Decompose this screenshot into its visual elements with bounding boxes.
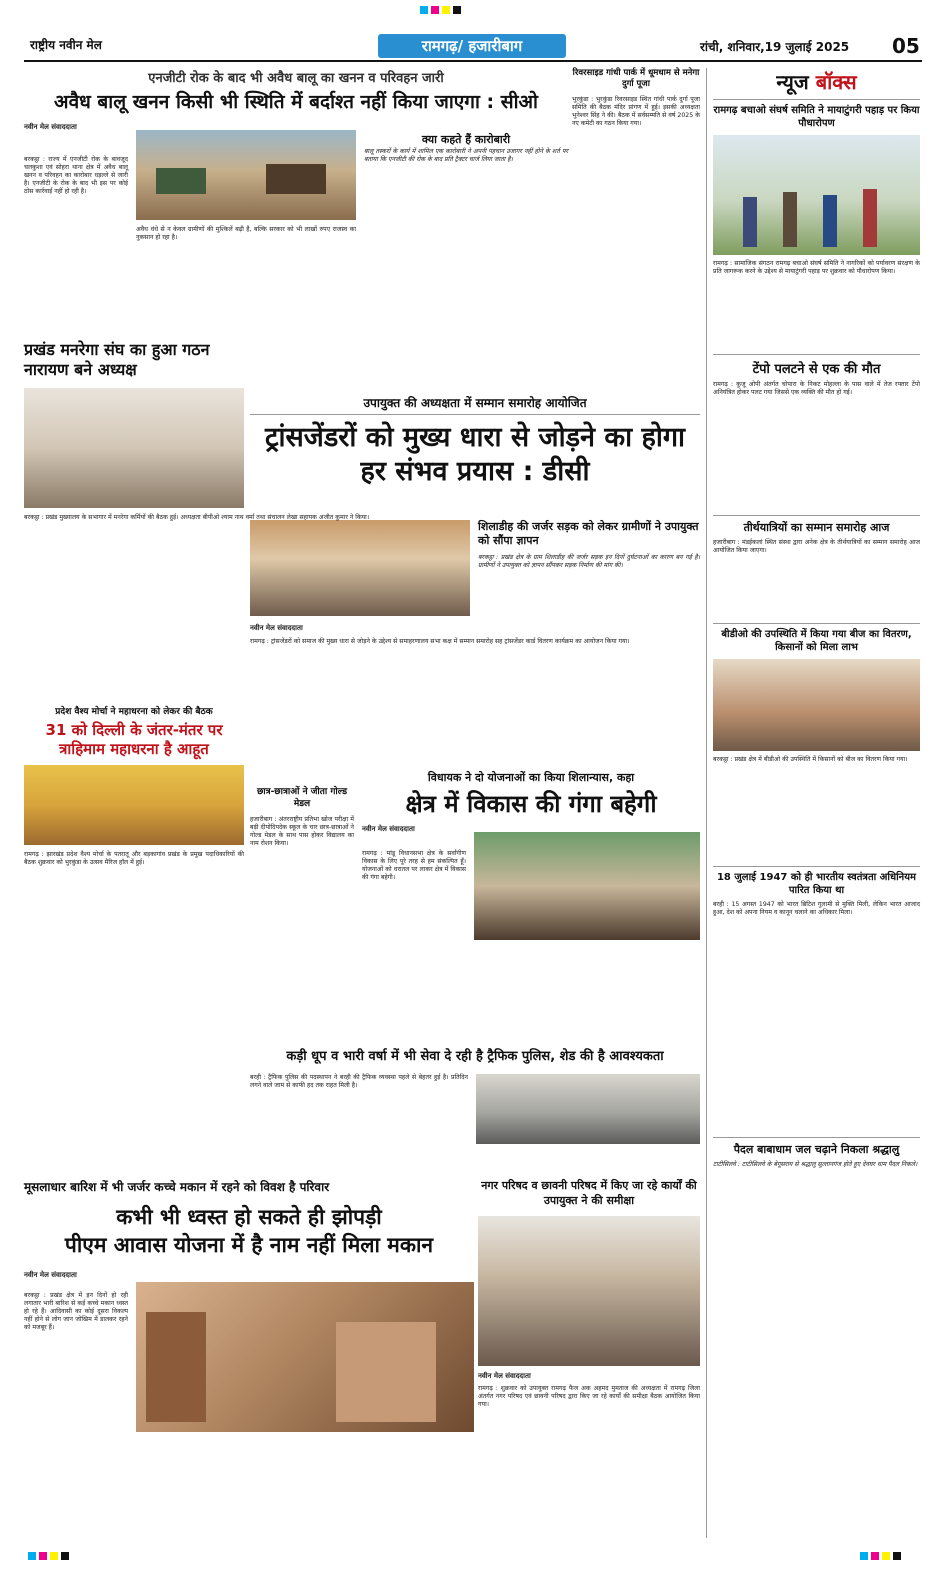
nagar-story (478, 1178, 700, 1538)
vidhayak-headline: क्षेत्र में विकास की गंगा बहेगी (405, 790, 657, 818)
vidhayak-body: रामगढ़ : मांडू विधानसभा क्षेत्र के सर्वांगीण विकास के लिए पूरे तरह से हम संकल्पित हूँ। योजनाओं को धरातल पर लाकर क्षेत्र में विकास की गंगा बहेगी। (362, 850, 466, 881)
nagar-body: रामगढ़ : शुक्रवार को उपायुक्त रामगढ़ फैज अक अहमद मुमताज की अध्यक्षता में रामगढ़ जिला अंतर्गत नगर परिषद एवं छावनी परिषद द्वारा किए जा रहे कार्यों की समीक्षा बैठक आयोजित किया गया। (478, 1385, 700, 1408)
gold-kicker: छात्र-छात्राओं ने जीता गोल्ड मेडल (256, 787, 348, 809)
durga-body: भुरकुंडा : भुरकुंडा रिवरसाइड स्थित गांधी पार्क दुर्गा पूजा समिति की बैठक मंदिर प्रांगण में हुई। इसकी अध्यक्षता भुनेश्वर सिंह ने की। बैठक में सर्वसम्मति से वर्ष 2025 के नए कमेटी का गठन किया गया। (572, 96, 700, 127)
lead-headline: अवैध बालू खनन किसी भी स्थिति में बर्दाश्त नहीं किया जाएगा : सीओ (54, 91, 538, 113)
lead-body-col3: बालू तस्करों के कार्य में शामिल एक कारोबारी ने अपनी पहचान उजागर नहीं होने के शर्त पर बताया कि एनजीटी की रोक के बाद प्रति ट्रैक्टर चार्ज लिया जाता है। (364, 148, 568, 163)
news-item-body: हजारीबाग : मंडईकलां स्थित संस्था द्वारा अनेक क्षेत्र के तीर्थयात्रियों का सम्मान समारोह आज आयोजित किया जाएगा। (713, 539, 920, 554)
news-photo-seed-distribution (713, 659, 920, 751)
news-box-title-a: न्यूज (776, 70, 816, 94)
vaishya-body: रामगढ़ : झारखंड प्रदेश वैश्य मोर्चा के पतरातू और बड़कागांव प्रखंड के प्रमुख पदाधिकारियों की बैठक शुक्रवार को भुरकुंडा के उत्सव मैरिज हॉल में हुई। (24, 851, 244, 866)
durga-story (572, 68, 700, 298)
main-byline: नवीन मेल संवाददाता (250, 624, 303, 632)
main-body: रामगढ़ : ट्रांसजेंडरों को समाज की मुख्य धारा से जोड़ने के उद्देश्य से समाहरणालय सभा कक्ष में सम्मान समारोह सह ट्रांसजेंडर कार्ड वितरण कार्यक्रम का आयोजन किया गया। (250, 638, 630, 645)
traffic-story (250, 1048, 700, 1158)
lead-photo-sand-trucks (136, 130, 356, 220)
registration-marks-top (420, 6, 461, 14)
news-item-headline: रामगढ़ बचाओ संघर्ष समिति ने मायाटुंगरी पहाड़ पर किया पौधारोपण (713, 105, 920, 129)
jhopdi-story (24, 1178, 474, 1538)
vaishya-kicker: प्रदेश वैश्य मोर्चा ने महाधरना को लेकर की बैठक (55, 707, 213, 717)
traffic-body: बरही : ट्रैफिक पुलिस की पदस्थापन ने बरही की ट्रैफिक व्यवस्था पहले से बेहतर हुई है। प्रतिदिन लगने वाले जाम से काफी हद तक राहत मिली है। (250, 1074, 468, 1089)
paper-name: राष्ट्रीय नवीन मेल (30, 38, 102, 52)
vidhayak-photo-foundation (474, 832, 700, 940)
news-item-headline: 18 जुलाई 1947 को ही भारतीय स्वतंत्रता अधिनियम पारित किया था (716, 872, 917, 896)
news-item-headline: पैदल बाबाधाम जल चढ़ाने निकला श्रद्धालु (733, 1143, 900, 1156)
vaishya-headline: 31 को दिल्ली के जंतर-मंतर पर त्राहिमाम महाधरना है आहूत (45, 721, 223, 758)
vidhayak-byline: नवीन मेल संवाददाता (362, 825, 415, 833)
nagar-headline: नगर परिषद व छावनी परिषद में किए जा रहे कार्यों की उपायुक्त ने की समीक्षा (481, 1179, 697, 1207)
registration-marks-bottom (28, 1552, 69, 1560)
mnrega-headline: प्रखंड मनरेगा संघ का हुआ गठन नारायण बने अध्यक्ष (24, 340, 210, 379)
news-item-headline: टेंपो पलटने से एक की मौत (752, 362, 881, 377)
news-separator (713, 1137, 920, 1138)
lead-subhead: क्या कहते हैं कारोबारी (421, 133, 511, 146)
jhopdi-kicker: मूसलाधार बारिश में भी जर्जर कच्चे मकान में रहने को विवश है परिवार (24, 1180, 330, 1194)
lead-body-col2: अवैध धंधे से न केवल ग्रामीणों की मुश्किलें बढ़ी है, बल्कि सरकार को भी लाखों रुपए राजस्व का नुकसान हो रहा है। (136, 226, 356, 241)
durga-headline: रिवरसाइड गांधी पार्क में धूमधाम से मनेगा दुर्गा पूजा (572, 68, 700, 89)
news-item (713, 359, 920, 511)
masthead (0, 0, 945, 62)
gold-body: हजारीबाग : अंतरराष्ट्रीय प्रतिभा खोज परीक्षा में बड़ी दीपोदिपदेक स्कूल के चार छात्र-छात्राओं ने गोल्ड मेडल के साथ पास होकर विद्यालय का नाम रोशन किया। (250, 816, 354, 847)
news-item-body: रामगढ़ : सामाजिक संगठन रामगढ़ बचाओ संघर्ष समिति ने नागरिकों को पर्यावरण संरक्षण के प्रति जागरूक करने के उद्देश्य से मायाटुंगरी पहाड़ पर शुक्रवार को पौधारोपण किया। (713, 260, 920, 275)
page-number: 05 (892, 34, 920, 58)
news-box-column (706, 68, 920, 1538)
vaishya-story (24, 704, 244, 1134)
jhopdi-photo-house (136, 1282, 474, 1432)
lead-story (24, 68, 568, 298)
nagar-byline: नवीन मेल संवाददाता (478, 1372, 531, 1380)
gold-medal-story (250, 786, 354, 1046)
news-separator (713, 623, 920, 624)
jhopdi-headline-1: कभी भी ध्वस्त हो सकते ही झोपड़ी (116, 1205, 382, 1229)
vaishya-group-photo (24, 765, 244, 845)
news-item-headline: बीडीओ की उपस्थिति में किया गया बीज का वितरण, किसानों को मिला लाभ (721, 629, 912, 653)
news-item-body: रामगढ़ : कुजू ओपी अंतर्गत चोपारा के निकट मोहल्ला के पास वाले में तेज रफ्तार टेंपो अनियंत्रित होकर पलट गया जिससे एक व्यक्ति की मौत हो गई। (713, 381, 920, 396)
news-box-title (713, 68, 920, 95)
section-banner (378, 34, 566, 58)
news-separator (713, 866, 920, 867)
vidhayak-kicker: विधायक ने दो योजनाओं का किया शिलान्यास, कहा (427, 771, 635, 784)
dateline: रांची, शनिवार,19 जुलाई 2025 (700, 40, 850, 54)
news-photo-plantation (713, 135, 920, 255)
jhopdi-headline-2: पीएम आवास योजना में है नाम नहीं मिला मकान (64, 1233, 434, 1257)
lead-byline: नवीन मेल संवाददाता (24, 122, 77, 131)
vidhayak-story (362, 770, 700, 1040)
news-box-title-rule (713, 99, 920, 100)
news-item-headline: तीर्थयात्रियों का सम्मान समारोह आज (743, 521, 890, 534)
traffic-headline: कड़ी धूप व भारी वर्षा में भी सेवा दे रही है ट्रैफिक पुलिस, शेड की है आवश्यकता (286, 1049, 664, 1064)
masthead-rule (24, 60, 922, 62)
news-separator (713, 515, 920, 516)
news-item (713, 104, 920, 350)
news-item (713, 1142, 920, 1301)
news-item (713, 520, 920, 619)
traffic-police-photo (476, 1074, 700, 1144)
news-item (713, 871, 920, 1133)
section-title: रामगढ़/ हजारीबाग (421, 37, 523, 55)
shiladih-headline: शिलाडीह की जर्जर सड़क को लेकर ग्रामीणों ने उपायुक्त को सौंपा ज्ञापन (478, 520, 699, 547)
main-kicker: उपायुक्त की अध्यक्षता में सम्मान समारोह आयोजित (250, 394, 700, 415)
jhopdi-byline: नवीन मेल संवाददाता (24, 1271, 77, 1279)
lead-body-col1: बरकट्ठा : राज्य में एनजीटी रोक के बावजूद चलकुशा एवं सोहरा थाना क्षेत्र में अवैध बालू खनन व परिवहन का कारोबार धड़ल्ले से जारी है। एनजीटी के रोक के बाद भी इस पर कोई ठोस कार्रवाई नहीं हो रही है। (24, 156, 128, 195)
lead-kicker: एनजीटी रोक के बाद भी अवैध बालू का खनन व परिवहन जारी (148, 71, 444, 86)
mnrega-meeting-photo (24, 388, 244, 508)
mnrega-body: बरकट्ठा : प्रखंड मुख्यालय के सभागार में मनरेगा कर्मियों की बैठक हुई। अध्यक्षता बीपीओ श्याम नाथ वर्मा तथा संचालन लेखा सहायक अजीत कुमार ने किया। (24, 514, 370, 521)
news-item-body: बरही : 15 अगस्त 1947 को भारत ब्रिटिश गुलामी से मुक्ति मिली, लेकिन भारत आजाद हुआ, देश को अपना नियम व कानून चलाने का अधिकार मिला। (713, 901, 920, 916)
jhopdi-body: बरकट्ठा : प्रखंड क्षेत्र में इन दिनों हो रही लगातार भारी बारिश से कई कच्चे मकान ध्वस्त हो रहे हैं। आदिवासी का कोई दूसरा विकल्प नहीं होने से लोग जान जोखिम में डालकर रहने को मजबूर हैं। (24, 1292, 128, 1331)
news-item (713, 628, 920, 862)
shiladih-body: बरकट्ठा : प्रखंड क्षेत्र के ग्राम शिलाडीह की जर्जर सड़क इन दिनों दुर्घटनाओं का कारण बन गई है। ग्रामीणों ने उपायुक्त को ज्ञापन सौंपकर सड़क निर्माण की मांग की। (478, 554, 700, 569)
nagar-meeting-photo (478, 1216, 700, 1366)
news-box-title-b: बॉक्स (815, 70, 857, 94)
news-item-body: टाटीसिलवे : टाटीसिलवे के बेगूसराय से श्रद्धालु सुल्तानगंज होते हुए देवघर धाम पैदल निकले। (713, 1161, 918, 1168)
news-item-body: बरकट्ठा : प्रखंड क्षेत्र में बीडीओ की उपस्थिति में किसानों को बीज का वितरण किया गया। (713, 756, 908, 763)
news-separator (713, 354, 920, 355)
main-headline: ट्रांसजेंडरों को मुख्य धारा से जोड़ने का होगा हर संभव प्रयास : डीसी (264, 422, 686, 487)
registration-marks-bottom-right (860, 1552, 901, 1560)
